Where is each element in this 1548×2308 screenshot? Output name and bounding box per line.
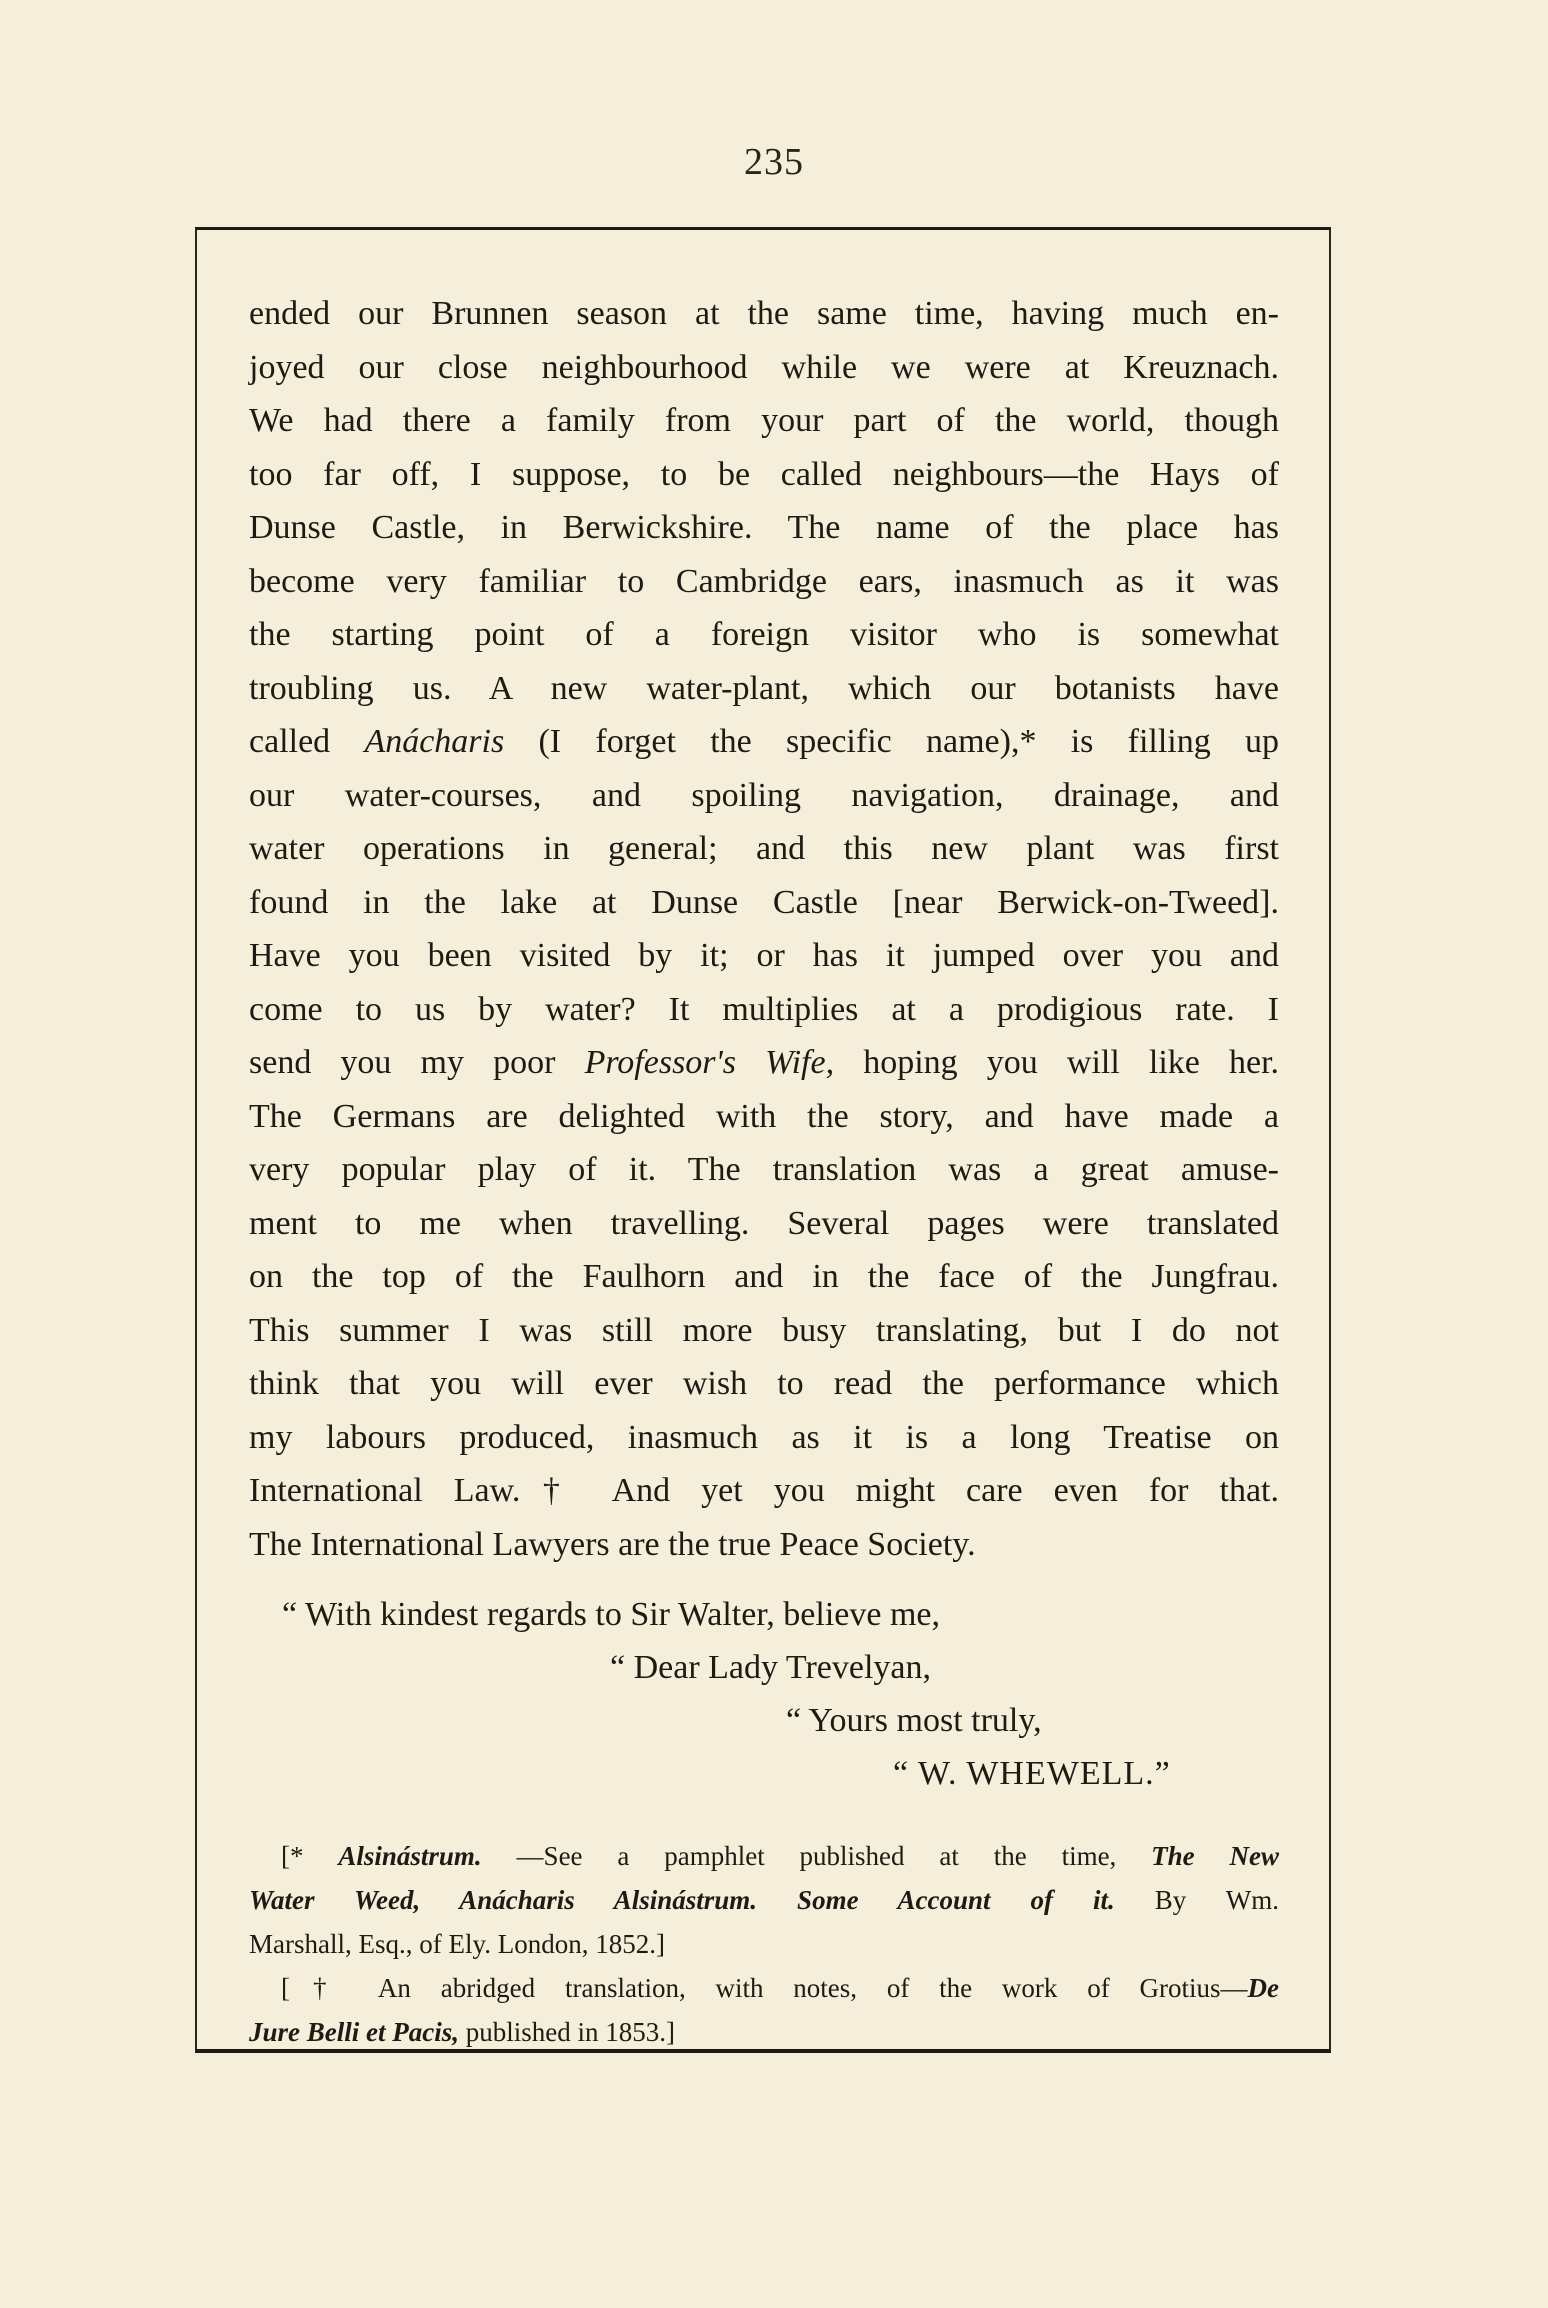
- footnote-line: [249, 1878, 1279, 1922]
- text-line: think that you will ever wish to read the performance which: [249, 1365, 1279, 1402]
- footnotes: [249, 1834, 1279, 2054]
- text-line: the starting point of a foreign visitor who is somewhat: [249, 616, 1279, 653]
- footnote-line: [249, 1966, 1279, 2010]
- text-run: —See a pamphlet published at the time,: [516, 1841, 1117, 1871]
- footnote-marker: [*: [281, 1841, 304, 1871]
- text-run: By Wm.: [1154, 1885, 1280, 1915]
- text-line: too far off, I suppose, to be called neighbours—the Hays of: [249, 455, 1279, 493]
- footnote-line: [249, 1834, 1279, 1878]
- text-line: our water-courses, and spoiling navigation, drainage, and: [249, 776, 1279, 814]
- text-line: ment to me when travelling. Several pages were translated: [249, 1204, 1279, 1242]
- closing-salutation: “ Dear Lady Trevelyan,: [610, 1649, 932, 1686]
- closing-regards: “ With kindest regards to Sir Walter, believe me,: [282, 1596, 940, 1633]
- text-line: come to us by water? It multiplies at a prodigious rate. I: [249, 990, 1279, 1028]
- closing-valediction: “ Yours most truly,: [786, 1702, 1042, 1739]
- text-run: hoping you will like her.: [863, 1044, 1280, 1081]
- text-line: found in the lake at Dunse Castle [near Berwick-on-Tweed].: [249, 883, 1279, 921]
- footnote-line: Marshall, Esq., of Ely. London, 1852.]: [249, 1929, 665, 1959]
- text-line: International Law.† And yet you might care even for that.: [249, 1472, 1279, 1509]
- text-line: troubling us. A new water-plant, which our botanists have: [249, 669, 1279, 707]
- text-run: send you my poor: [249, 1044, 556, 1081]
- text-run: (I forget the specific name),* is filling up: [538, 723, 1280, 760]
- text-line: [249, 1036, 1279, 1090]
- text-line: my labours produced, inasmuch as it is a long Treatise on: [249, 1418, 1279, 1456]
- letter-body: [249, 287, 1279, 1571]
- footnote-term: Alsinástrum.: [338, 1841, 482, 1871]
- text-line: very popular play of it. The translation was a great amuse-: [249, 1151, 1279, 1188]
- text-line: [249, 715, 1279, 769]
- signature: “ W. WHEWELL.”: [893, 1755, 1171, 1792]
- footnote-title: The New: [1151, 1841, 1280, 1871]
- text-line: on the top of the Faulhorn and in the face of the Jungfrau.: [249, 1258, 1279, 1295]
- page-number: 235: [744, 141, 804, 183]
- text-run: called: [249, 723, 331, 760]
- footnote-line: [249, 2010, 1279, 2054]
- footnote-title: De: [1247, 1973, 1279, 2003]
- book-title: Professor's Wife,: [584, 1044, 835, 1081]
- text-line: joyed our close neighbourhood while we were at Kreuznach.: [249, 348, 1279, 386]
- text-line: The International Lawyers are the true Peace Society.: [249, 1525, 976, 1563]
- footnote-title: Water Weed, Anácharis Alsinástrum.: [249, 1885, 758, 1915]
- text-run: published in 1853.]: [465, 2017, 675, 2047]
- footnote-title: Some Account of it.: [797, 1885, 1115, 1915]
- text-line: Have you been visited by it; or has it jumped over you and: [249, 937, 1279, 974]
- text-line: We had there a family from your part of the world, though: [249, 402, 1279, 439]
- plant-name: Anácharis: [364, 723, 505, 760]
- text-line: water operations in general; and this new plant was first: [249, 830, 1279, 867]
- text-line: This summer I was still more busy translating, but I do not: [249, 1311, 1279, 1349]
- text-line: The Germans are delighted with the story, and have made a: [249, 1097, 1279, 1135]
- text-line: ended our Brunnen season at the same time, having much en-: [249, 295, 1279, 332]
- text-line: Dunse Castle, in Berwickshire. The name of the place has: [249, 509, 1279, 546]
- text-run: [† An abridged translation, with notes, of the work of Grotius—: [281, 1973, 1248, 2003]
- text-line: become very familiar to Cambridge ears, inasmuch as it was: [249, 562, 1279, 600]
- footnote-title: Jure Belli et Pacis,: [249, 2017, 459, 2047]
